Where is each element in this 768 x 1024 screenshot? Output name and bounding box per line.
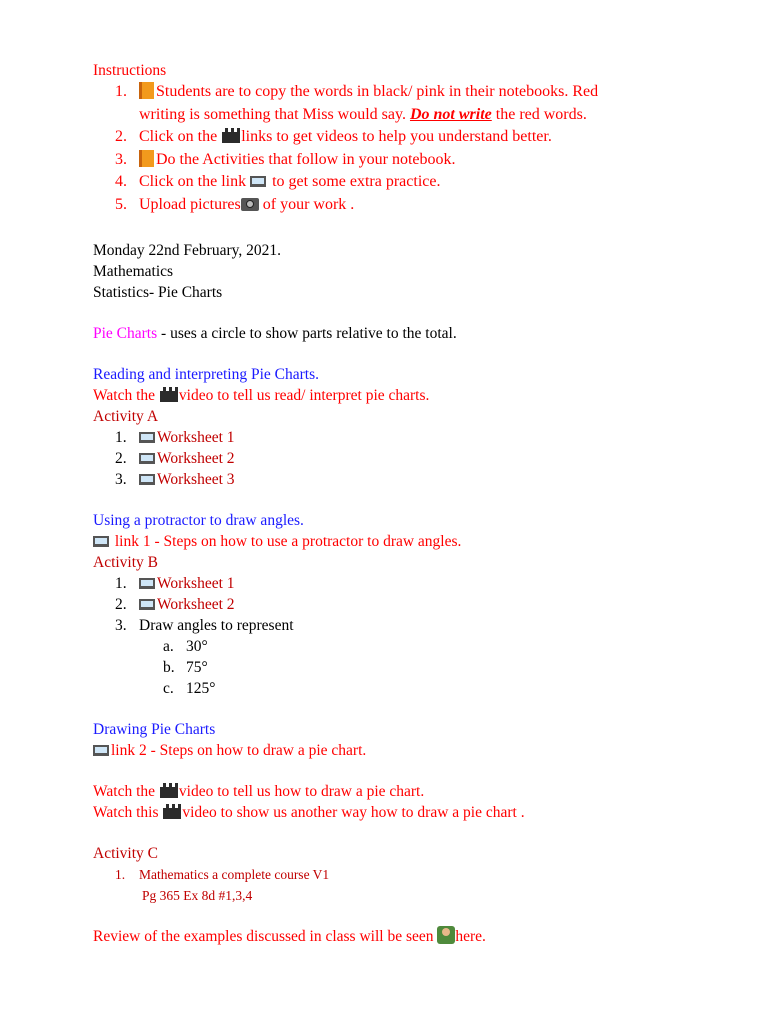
list-number: 2. — [115, 596, 127, 613]
watch-link-text[interactable]: video to tell us read/ interpret pie charts. — [178, 387, 430, 404]
clapperboard-icon[interactable] — [160, 783, 178, 798]
list-item — [93, 573, 713, 594]
list-number: 3. — [115, 150, 127, 168]
definition-text: - uses a circle to show parts relative to the total. — [157, 325, 457, 342]
book-icon — [139, 82, 154, 99]
list-number: 1. — [115, 429, 127, 446]
laptop-icon[interactable] — [250, 176, 266, 187]
activity-c-list — [93, 864, 713, 885]
review-text: Review of the examples discussed in class will be seen — [93, 928, 438, 945]
instructions-list — [93, 81, 713, 216]
instruction-text: Do the Activities that follow in your notebook. — [156, 150, 456, 168]
activity-b-heading: Activity B — [93, 554, 159, 571]
page-reference: Pg 365 Ex 8d #1,3,4 — [142, 888, 253, 903]
link-2-text[interactable]: link 2 - Steps on how to draw a pie chart. — [111, 742, 367, 759]
teacher-icon — [437, 926, 455, 944]
emphasis-text: Do not write — [409, 105, 492, 123]
laptop-icon[interactable] — [139, 432, 155, 443]
angle-value: 125° — [186, 680, 216, 697]
watch-text: Watch the — [93, 387, 159, 404]
list-item — [93, 448, 713, 469]
activity-a-heading: Activity A — [93, 408, 159, 425]
list-letter: b. — [163, 659, 175, 676]
instruction-item-5 — [93, 194, 713, 217]
list-number: 1. — [115, 83, 127, 100]
section-title-drawing: Drawing Pie Charts — [93, 721, 216, 738]
laptop-icon[interactable] — [139, 453, 155, 464]
clapperboard-icon[interactable] — [160, 387, 178, 402]
angle-value: 30° — [186, 638, 208, 655]
instructions-heading: Instructions — [93, 62, 167, 79]
list-item — [93, 594, 713, 615]
clapperboard-icon[interactable] — [163, 804, 181, 819]
angle-value: 75° — [186, 659, 208, 676]
instruction-text: of your work . — [258, 195, 355, 213]
list-letter: c. — [163, 680, 174, 697]
worksheet-link[interactable]: Worksheet 2 — [157, 596, 235, 613]
laptop-icon[interactable] — [93, 536, 109, 547]
review-line — [93, 926, 713, 947]
list-number: 4. — [115, 173, 127, 190]
watch-link-text[interactable]: video to tell us how to draw a pie chart. — [178, 783, 425, 800]
worksheet-link[interactable]: Worksheet 3 — [157, 471, 235, 488]
link-1-text[interactable]: link 1 - Steps on how to use a protractor to draw angles. — [111, 533, 462, 550]
section-title-protractor: Using a protractor to draw angles. — [93, 512, 304, 529]
worksheet-link[interactable]: Worksheet 1 — [157, 575, 235, 592]
list-number: 2. — [115, 450, 127, 467]
link-1-line — [93, 531, 713, 552]
list-item — [93, 469, 713, 490]
list-item — [93, 864, 713, 885]
watch-video-line-2 — [93, 802, 713, 823]
activity-b-list — [93, 573, 713, 636]
book-icon — [139, 150, 154, 167]
list-text: Draw angles to represent — [139, 617, 294, 634]
section-title-reading: Reading and interpreting Pie Charts. — [93, 366, 319, 383]
watch-text: Watch this — [93, 804, 163, 821]
instruction-text: Upload pictures — [139, 195, 241, 213]
list-number: 1. — [115, 867, 126, 882]
watch-video-line-1 — [93, 781, 713, 802]
laptop-icon[interactable] — [139, 599, 155, 610]
instruction-text: to get some extra practice. — [268, 173, 441, 190]
instruction-text: Click on the link — [139, 173, 251, 190]
watch-video-line — [93, 385, 713, 406]
list-number: 1. — [115, 575, 127, 592]
book-reference: Mathematics a complete course V1 — [139, 867, 330, 882]
list-item — [93, 615, 713, 636]
activity-a-list — [93, 427, 713, 490]
instruction-text: writing is something that Miss would say. — [139, 105, 410, 123]
instruction-item-2 — [93, 126, 713, 149]
instruction-text: Students are to copy the words in black/ pink in their notebooks. Red — [156, 83, 599, 100]
watch-text: Watch the — [93, 783, 159, 800]
worksheet-link[interactable]: Worksheet 2 — [157, 450, 235, 467]
document-page — [93, 60, 713, 947]
laptop-icon[interactable] — [93, 745, 109, 756]
list-letter: a. — [163, 638, 174, 655]
list-item — [93, 636, 713, 657]
instruction-text: Click on the — [139, 128, 222, 145]
instruction-item-3 — [93, 149, 713, 172]
list-number: 3. — [115, 471, 127, 488]
instruction-text: the red words. — [491, 105, 587, 123]
list-number: 3. — [115, 617, 127, 634]
laptop-icon[interactable] — [139, 578, 155, 589]
laptop-icon[interactable] — [139, 474, 155, 485]
list-item — [93, 657, 713, 678]
list-number: 2. — [115, 128, 127, 145]
definition-term: Pie Charts — [93, 325, 158, 342]
instruction-item-4 — [93, 171, 713, 194]
list-item — [93, 678, 713, 699]
watch-link-text[interactable]: video to show us another way how to draw a pie chart . — [182, 804, 525, 821]
clapperboard-icon — [222, 128, 240, 143]
review-link[interactable]: here. — [455, 928, 486, 945]
angles-list — [93, 636, 713, 699]
instruction-item-1 — [93, 81, 713, 126]
instruction-text: links to get videos to help you understand better. — [241, 128, 552, 145]
camera-icon — [241, 198, 259, 211]
list-number: 5. — [115, 195, 127, 213]
list-item — [93, 427, 713, 448]
topic-line: Statistics- Pie Charts — [93, 284, 223, 301]
worksheet-link[interactable]: Worksheet 1 — [157, 429, 235, 446]
link-2-line — [93, 740, 713, 761]
subject-line: Mathematics — [93, 263, 174, 280]
date-line: Monday 22nd February, 2021. — [93, 242, 281, 259]
activity-c-heading: Activity C — [93, 845, 159, 862]
